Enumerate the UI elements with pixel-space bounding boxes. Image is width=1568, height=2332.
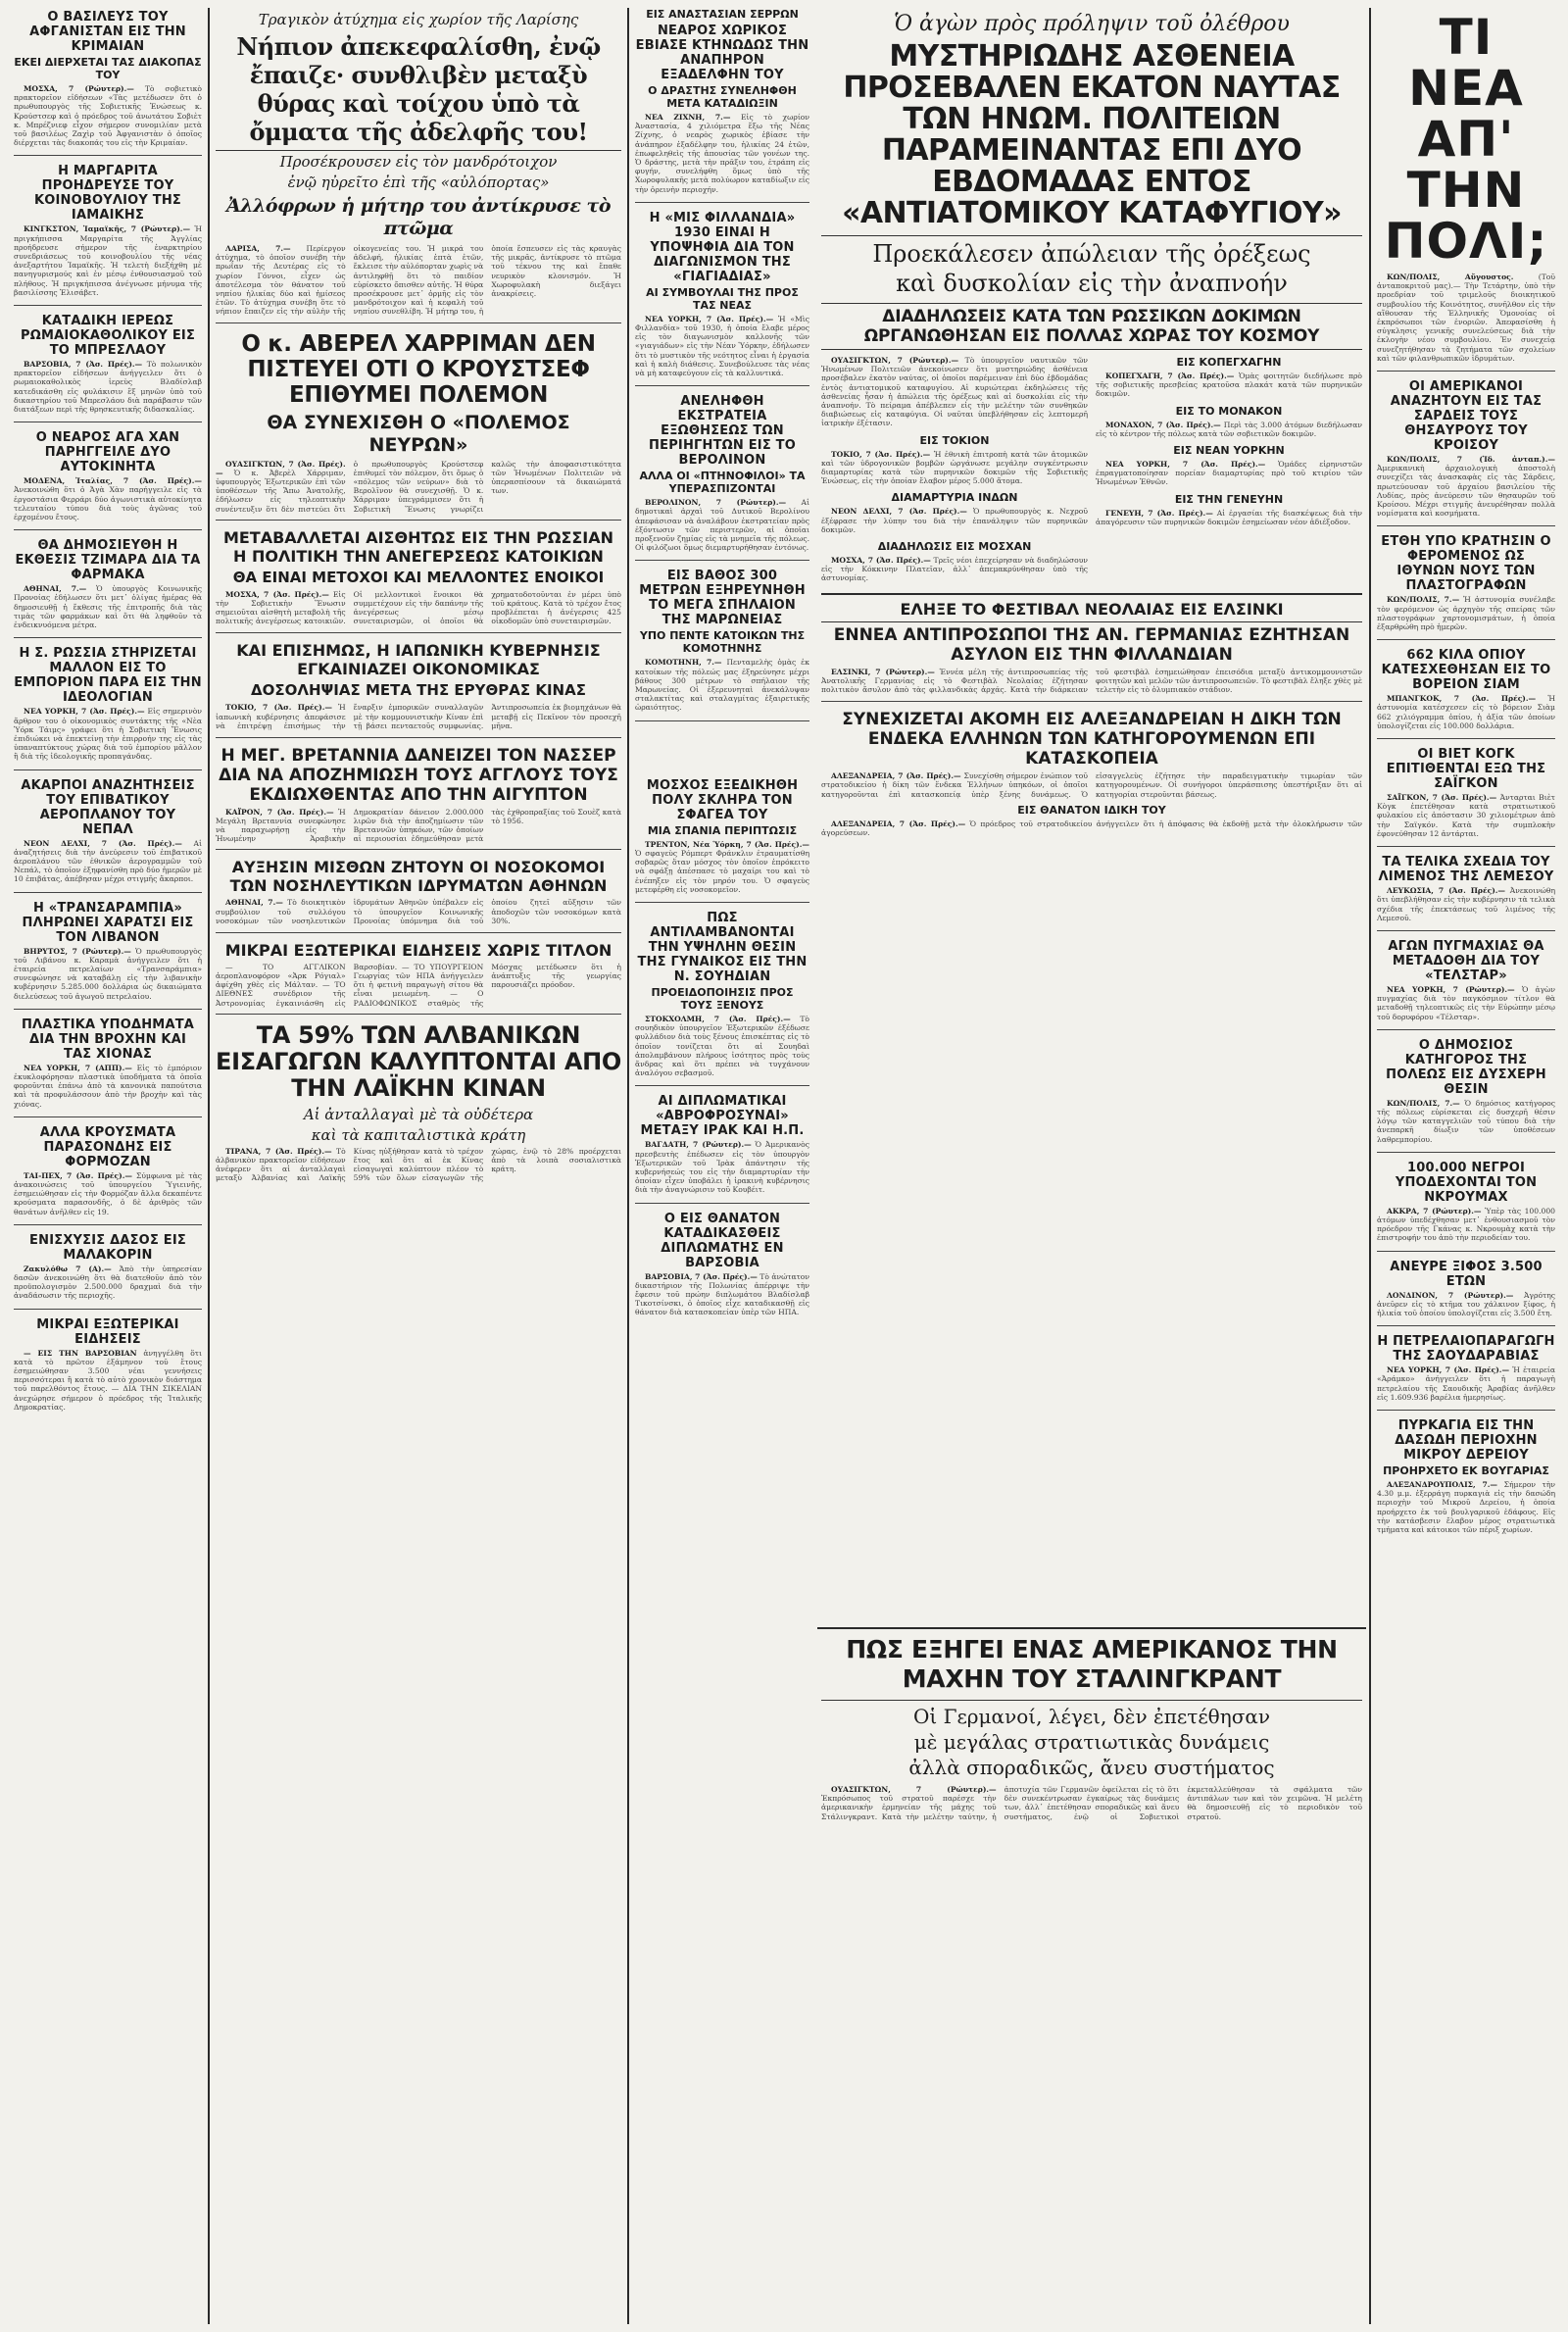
headline: ΕΝΝΕΑ ΑΝΤΙΠΡΟΣΩΠΟΙ ΤΗΣ ΑΝ. ΓΕΡΜΑΝΙΑΣ ΕΖΗΤΗΣΑΝ ΑΣΥΛΟΝ ΕΙΣ ΤΗΝ ΦΙΛΛΑΝΔΙΑΝ bbox=[833, 624, 1350, 665]
headline: Η Σ. ΡΩΣΣΙΑ ΣΤΗΡΙΖΕΤΑΙ ΜΑΛΛΟΝ ΕΙΣ ΤΟ ΕΜΠΟΡΙΟΝ ΠΑΡΑ ΕΙΣ ΤΗΝ ΙΔΕΟΛΟΓΙΑΝ bbox=[14, 646, 202, 706]
headline: 100.000 ΝΕΓΡΟΙ ΥΠΟΔΕΧΟΝΤΑΙ ΤΟΝ ΝΚΡΟΥΜΑΧ bbox=[1395, 1160, 1538, 1205]
article-alexandria bbox=[821, 710, 1362, 845]
headline-kicker: Ὁ ἀγὼν πρὸς πρόληψιν τοῦ ὀλέθρου bbox=[894, 12, 1290, 36]
headline: Ο ΝΕΑΡΟΣ ΑΓΑ ΧΑΝ ΠΑΡΗΓΓΕΙΛΕ ΔΥΟ ΑΥΤΟΚΙΝΗΤΑ bbox=[35, 430, 180, 475]
article-body: ΝΕΟΝ ΔΕΛΧΙ, 7 (Ἀσ. Πρές).— Αἱ ἀναζητήσεις διὰ τὴν ἀνεύρεσιν τοῦ ἐπιβατικοῦ ἀεροπλάνου τῶν ἐθνικῶν ἀερογραμμῶν τοῦ Νεπάλ, τὸ ὁποῖον ἐξηφανίσθη πρὸ δύο ἡμερῶν μὲ 10 ἐπιβάτας, ἀπέβησαν μέχρι στιγμῆς ἄκαρποι. bbox=[14, 838, 202, 884]
headline-kicker: ΕΙΣ ΑΝΑΣΤΑΣΙΑΝ ΣΕΡΡΩΝ bbox=[646, 8, 799, 21]
headline: ΑΥΞΗΣΙΝ ΜΙΣΘΩΝ ΖΗΤΟΥΝ ΟΙ ΝΟΣΟΚΟΜΟΙ ΤΩΝ ΝΟΣΗΛΕΥΤΙΚΩΝ ΙΔΡΥΜΑΤΩΝ ΑΘΗΝΩΝ bbox=[229, 858, 608, 896]
column-third bbox=[631, 8, 813, 2324]
article-harriman bbox=[216, 331, 621, 521]
subheadline: καὶ τὰ καπιταλιστικὰ κράτη bbox=[311, 1125, 526, 1144]
article-left-3 bbox=[14, 430, 202, 530]
article-moss bbox=[635, 778, 809, 903]
article-left-2 bbox=[14, 314, 202, 422]
headline: ΑΛΛΑ ΚΡΟΥΣΜΑΤΑ ΠΑΡΑΣΟΝΔΗΣ ΕΙΣ ΦΟΡΜΟΖΑΝ bbox=[39, 1124, 176, 1169]
article-body: ΚΙΝΓΚΣΤΟΝ, Ἰαμαϊκῆς, 7 (Ρώυτερ).— Ἡ πριγκήπισσα Μαργαρίτα τῆς Ἀγγλίας προήδρευσε σήμερον τῆς ἐναρκτηρίου συνεδριάσεως τοῦ κοινοβουλίου τῆς νέας ἀνεξαρτήτου Ἰαμαϊκῆς. Ἡ τελετὴ διεξήχθη μὲ πανηγυρισμούς καὶ ἐν μέσῳ ἐνθουσιασμοῦ τοῦ πλήθους. Ἡ πριγκήπισσα ἀνέγνωσε μήνυμα τῆς βασιλίσσης Ἐλισάβετ. bbox=[14, 224, 202, 297]
article-body: ΜΟΣΧΑ, 7 (Ἀσ. Πρές).— Εἰς τὴν Σοβιετικὴν Ἕνωσιν σημειοῦται αἰσθητὴ μεταβολὴ τῆς πολιτικῆς ἀνεγέρσεως κατοικιῶν. Οἱ μελλοντικοὶ ἔνοικοι θὰ συμμετέχουν εἰς τὴν δαπάνην τῆς ἀνεγέρσεως μέσῳ συνεταιρισμῶν, οἱ ὁποῖοι θὰ χρηματοδοτοῦνται ἐν μέρει ὑπὸ τοῦ κράτους. Κατὰ τὸ τρέχον ἔτος προβλέπεται ἡ ἀνέγερσις 425 οἰκοδομῶν ὑπὸ συνεταιρισμῶν. bbox=[216, 589, 621, 626]
article-body: ΟΥΑΣΙΓΚΤΩΝ, 7 (Ρώυτερ).— Τὸ ὑπουργεῖον ναυτικῶν τῶν Ἡνωμένων Πολιτειῶν ἀνεκοίνωσεν ὅτι μυστηριώδης ἀσθένεια προσέβαλεν ἑκατὸν ναύτας, οἱ ὁποῖοι παρέμειναν ἐπὶ δύο ἑβδομάδας ἐντὸς ἀντιατομικοῦ καταφυγίου. Αἱ κυριώτεραι ἐκδηλώσεις τῆς ἀσθενείας ἦσαν ἡ ἀπώλεια τῆς ὀρέξεως καὶ αἱ δυσκολίαι εἰς τὴν ἀναπνοήν. Τὸ πείραμα ἀπέβλεπεν εἰς τὴν μελέτην τῶν συνθηκῶν διαβιώσεως εἰς καταφύγια. Οἱ ναῦται ὑπεβλήθησαν εἰς λεπτομερῆ ἰατρικὴν ἐξέτασιν. bbox=[821, 356, 1088, 428]
article-body: ΛΟΝΔΙΝΟΝ, 7 (Ρώυτερ).— Ἀγρότης ἀνεῦρεν εἰς τὸ κτῆμα του χάλκινον ξίφος, ἡ ἡλικία τοῦ ὁποίου ὑπολογίζεται εἰς 3.500 ἔτη. bbox=[1377, 1290, 1556, 1317]
headline: ΜΙΚΡΑΙ ΕΞΩΤΕΡΙΚΑΙ ΕΙΔΗΣΕΙΣ bbox=[36, 1316, 179, 1347]
center-columns bbox=[821, 356, 1362, 585]
article-polis-intro bbox=[1377, 273, 1555, 372]
headline: 662 ΚΙΛΑ ΟΠΙΟΥ ΚΑΤΕΣΧΕΘΗΣΑΝ ΕΙΣ ΤΟ ΒΟΡΕΙΟΝ ΣΙΑΜ bbox=[1381, 648, 1551, 693]
article-left-1 bbox=[14, 164, 202, 306]
subheadline: ΔΟΣΟΛΗΨΙΑΣ ΜΕΤΑ ΤΗΣ ΕΡΥΘΡΑΣ ΚΙΝΑΣ bbox=[251, 681, 586, 700]
article-body: ΚΩΝ/ΠΟΛΙΣ, 7.— Ὁ δημόσιος κατήγορος τῆς πόλεως εὑρίσκεται εἰς δυσχερῆ θέσιν λόγῳ τῶν καταγγελιῶν τοῦ τύπου διὰ τὴν ἀνεπαρκῆ δίωξιν τῶν ὑποθέσεων λαθρεμπορίου. bbox=[1377, 1098, 1555, 1144]
article-body: ΜΟΣΧΑ, 7 (Ἀσ. Πρές).— Τρεῖς νέοι ἐπεχείρησαν νὰ διαδηλώσουν εἰς τὴν Κόκκινην Πλατεῖαν, ἀλλ᾽ ἀπεμακρύνθησαν ὑπὸ τῆς ἀστυνομίας. bbox=[821, 556, 1088, 583]
section-head: ΕΙΣ ΚΟΠΕΓΧΑΓΗΝ bbox=[1176, 356, 1282, 369]
headline: ΜΕΤΑΒΑΛΛΕΤΑΙ ΑΙΣΘΗΤΩΣ ΕΙΣ ΤΗΝ ΡΩΣΣΙΑΝ Η ΠΟΛΙΤΙΚΗ ΤΗΝ ΑΝΕΓΕΡΣΕΩΣ ΚΑΤΟΙΚΙΩΝ bbox=[222, 527, 614, 566]
article-berlin bbox=[635, 394, 809, 561]
article-body: ΑΛΕΞΑΝΔΡΟΥΠΟΛΙΣ, 7.— Σήμερον τὴν 4.30 μ.μ. ἐξερράγη πυρκαγιὰ εἰς τὴν δασώδη περιοχὴν τοῦ Μικροῦ Δερείου, ἡ ὁποία προήρχετο ἐκ τοῦ βουλγαρικοῦ ἐδάφους. Εἰς τὴν κατάσβεσιν ἔλαβον μέρος στρατιωτικὰ τμήματα καὶ κάτοικοι τῶν πέριξ χωρίων. bbox=[1377, 1479, 1555, 1534]
headline: Η «ΤΡΑΝΣΑΡΑΜΠΙΑ» ΠΛΗΡΩΝΕΙ ΧΑΡΑΤΣΙ ΕΙΣ ΤΟΝ ΛΙΒΑΝΟΝ bbox=[22, 900, 194, 945]
subheadline: ΕΚΕΙ ΔΙΕΡΧΕΤΑΙ ΤΑΣ ΔΙΑΚΟΠΑΣ ΤΟΥ bbox=[14, 56, 202, 81]
article-body: ΚΟΜΟΤΗΝΗ, 7.— Πενταμελὴς ὁμὰς ἐκ κατοίκων τῆς πόλεώς μας ἐξηρεύνησε μέχρι βάθους 300 μέτρων τὸ σπήλαιον τῆς Μαρωνείας. Οἱ ἐξερευνηταὶ ἀνεκάλυψαν σταλακτίτας καὶ σταλαγμίτας ἐξαιρετικῆς ὡραιότητος. bbox=[635, 658, 809, 713]
article-opium bbox=[1377, 648, 1555, 739]
headline: Ο ΔΗΜΟΣΙΟΣ ΚΑΤΗΓΟΡΟΣ ΤΗΣ ΠΟΛΕΩΣ ΕΙΣ ΔΥΣΧΕΡΗ ΘΕΣΙΝ bbox=[1386, 1037, 1546, 1097]
article-forgers bbox=[1377, 534, 1555, 640]
headline: ΤΑ 59% ΤΩΝ ΑΛΒΑΝΙΚΩΝ ΕΙΣΑΓΩΓΩΝ ΚΑΛΥΠΤΟΝΤΑΙ ΑΠΟ ΤΗΝ ΛΑΪΚΗΝ ΚΙΝΑΝ bbox=[216, 1020, 621, 1102]
section-head: ΔΙΑΜΑΡΤΥΡΙΑ ΙΝΔΩΝ bbox=[891, 491, 1018, 505]
article-body: ΛΕΥΚΩΣΙΑ, 7 (Ἀσ. Πρές).— Ἀνεκοινώθη ὅτι ὑπεβλήθησαν εἰς τὴν κυβέρνησιν τὰ τελικὰ σχέδια τῆς ἐπεκτάσεως τοῦ λιμένος τῆς Λεμεσοῦ. bbox=[1377, 886, 1555, 922]
article-body: ΓΕΝΕΥΗ, 7 (Ἀσ. Πρές).— Αἱ ἐργασίαι τῆς διασκέψεως διὰ τὴν ἀπαγόρευσιν τῶν πυρηνικῶν δοκιμῶν ἐσημείωσαν νέον ἀδιέξοδον. bbox=[1096, 508, 1362, 526]
center-block bbox=[817, 8, 1366, 1615]
subheadline: Προσέκρουσεν εἰς τὸν μανδρότοιχον bbox=[216, 150, 621, 171]
headline: ΑΝΕΥΡΕ ΞΙΦΟΣ 3.500 ΕΤΩΝ bbox=[1390, 1259, 1543, 1289]
article-body: ΣΑΪΓΚΟΝ, 7 (Ἀσ. Πρές).— Ἀνταρται Βιὲτ Κὸγκ ἐπετέθησαν κατὰ στρατιωτικοῦ φυλακίου εἰς ἀπόστασιν 30 χιλιομέτρων ἀπὸ τὴν Σαϊγκόν. Κατὰ τὴν συμπλοκὴν ἐφονεύθησαν 12 ἀντάρται. bbox=[1377, 793, 1555, 838]
section-head: ΕΙΣ ΝΕΑΝ ΥΟΡΚΗΝ bbox=[1173, 444, 1285, 458]
main-headline: ΜΥΣΤΗΡΙΩΔΗΣ ΑΣΘΕΝΕΙΑ ΠΡΟΣΕΒΑΛΕΝ ΕΚΑΤΟΝ ΝΑΥΤΑΣ ΤΩΝ ΗΝΩΜ. ΠΟΛΙΤΕΙΩΝ ΠΑΡΑΜΕΙΝΑΝΤΑΣ ΕΠΙ ΔΥΟ ΕΒΔΟΜΑΔΑΣ ΕΝΤΟΣ «ΑΝΤΙΑΤΟΜΙΚΟΥ ΚΑΤΑΦΥΓΙΟΥ» bbox=[842, 39, 1342, 230]
article-body: ΤΑΙ-ΠΕΧ, 7 (Ἀσ. Πρές).— Σύμφωνα μὲ τὰς ἀνακοινώσεις τοῦ ὑπουργείου Ὑγιεινῆς, ἐσημειώθησαν εἰς τὴν Φορμόζαν ἄλλα δεκαπέντε κρούσματα παρασονδῆς, ὁ δὲ ἀριθμὸς τῶν θανάτων ἀνῆλθεν εἰς 19. bbox=[14, 1170, 202, 1216]
subheadline: ΑΙ ΣΥΜΒΟΥΛΑΙ ΤΗΣ ΠΡΟΣ ΤΑΣ ΝΕΑΣ bbox=[646, 285, 799, 312]
headline: ΠΩΣ ΑΝΤΙΛΑΜΒΑΝΟΝΤΑΙ ΤΗΝ ΥΨΗΛΗΝ ΘΕΣΙΝ ΤΗΣ ΓΥΝΑΙΚΟΣ ΕΙΣ ΤΗΝ Ν. ΣΟΥΗΔΙΑΝ bbox=[637, 910, 808, 984]
article-body: ΤΟΚΙΟ, 7 (Ἀσ. Πρές).— Ἡ ἰαπωνικὴ κυβέρνησις ἀπεφάσισε νὰ ἐπιτρέψῃ ἐπισήμως τὴν ἔναρξιν ἐμπορικῶν συναλλαγῶν μὲ τὴν κομμουνιστικὴν Κίναν ἐπὶ τῇ βάσει πενταετοῦς συμφωνίας. Ἀντιπροσωπεία ἐκ βιομηχάνων θὰ μεταβῇ εἰς Πεκῖνον τὸν προσεχῆ μῆνα. bbox=[216, 703, 621, 730]
headline: ΠΥΡΚΑΓΙΑ ΕΙΣ ΤΗΝ ΔΑΣΩΔΗ ΠΕΡΙΟΧΗΝ ΜΙΚΡΟΥ ΔΕΡΕΙΟΥ bbox=[1395, 1417, 1538, 1463]
headline: ΜΙΚΡΑΙ ΕΞΩΤΕΡΙΚΑΙ ΕΙΔΗΣΕΙΣ ΧΩΡΙΣ ΤΙΤΛΟΝ bbox=[224, 940, 612, 960]
article-body: ΕΛΣΙΝΚΙ, 7 (Ρώυτερ).— Ἐννέα μέλη τῆς ἀντιπροσωπείας τῆς Ἀνατολικῆς Γερμανίας εἰς τὸ Φεστιβὰλ Νεολαίας ἐζήτησαν πολιτικὸν ἄσυλον ἀπὸ τὰς φιλλανδικὰς ἀρχάς. Κατὰ τὴν διάρκειαν τοῦ φεστιβὰλ ἐσημειώθησαν ἐπεισόδια μεταξὺ ἀντικομμουνιστῶν φοιτητῶν καὶ μελῶν τῶν ἀντιπροσωπειῶν. Τὸ φεστιβὰλ ἔληξε χθὲς μὲ τελετὴν εἰς τὸ ὀλυμπιακὸν στάδιον. bbox=[821, 667, 1362, 695]
subheadline: ΠΡΟΕΙΔΟΠΟΙΗΣΙΣ ΠΡΟΣ ΤΟΥΣ ΞΕΝΟΥΣ bbox=[651, 985, 794, 1012]
article-sword bbox=[1377, 1260, 1555, 1327]
article-left-11 bbox=[14, 1317, 202, 1419]
article-left-8 bbox=[14, 1017, 202, 1117]
headline: Ο ΕΙΣ ΘΑΝΑΤΟΝ ΚΑΤΑΔΙΚΑΣΘΕΙΣ ΔΙΠΛΩΜΑΤΗΣ ΕΝ ΒΑΡΣΟΒΙΑ bbox=[661, 1211, 784, 1270]
article-body: ΚΑΪΡΟΝ, 7 (Ἀσ. Πρές).— Ἡ Μεγάλη Βρεταννία συνεφώνησε νὰ παραχωρήσῃ εἰς τὴν Ἡνωμένην Ἀραβικὴν Δημοκρατίαν δάνειον 2.000.000 λιρῶν διὰ τὴν ἀποζημίωσιν τῶν Βρεταννῶν ὑπηκόων, τῶν ὁποίων αἱ περιουσίαι ἐδημεύθησαν μετὰ τὰς ἐχθροπραξίας τοῦ Σουὲζ κατὰ τὸ 1956. bbox=[216, 807, 621, 844]
headline-kicker: Τραγικὸν ἀτύχημα εἰς χωρίον τῆς Λαρίσης bbox=[258, 11, 579, 28]
subheadline: Ἀλλόφρων ἡ μήτηρ του ἀντίκρυσε τὸ πτῶμα bbox=[226, 195, 611, 239]
article-body: ΛΑΡΙΣΑ, 7.— Περίεργον ἀτύχημα, τὸ ὁποῖον συνέβη τὴν πρωΐαν τῆς Δευτέρας εἰς τὸ χωρίον Γόννοι, εἶχεν ὡς ἀποτέλεσμα τὸν θάνατον τοῦ νηπίου ἡλικίας δύο καὶ ἡμίσεος ἐτῶν. Τὸ ἀτύχημα συνέβη ὅτε τὸ νήπιον ἔπαιζεν εἰς τὴν αὐλὴν τῆς οἰκογενείας του. Ἡ μικρά του ἀδελφή, ἡλικίας ἑπτὰ ἐτῶν, ἔκλεισε τὴν αὐλόπορταν χωρὶς νὰ ἀντιληφθῇ ὅτι τὸ παιδίον εὑρίσκετο ὄπισθεν αὐτῆς. Ἡ θύρα προσέκρουσε μετ᾽ ὁρμῆς εἰς τὸν μανδρότοιχον καὶ ἡ κεφαλὴ τοῦ νηπίου συνεθλίβη. Ἡ μήτηρ του, ἡ ὁποία ἔσπευσεν εἰς τὰς κραυγὰς τῆς μικρᾶς, ἀντίκρυσε τὸ πτῶμα τοῦ τέκνου της καὶ ἔπαθε νευρικὸν κλονισμόν. Ἡ Χωροφυλακὴ διεξάγει ἀνακρίσεις. bbox=[216, 244, 621, 317]
article-housing bbox=[216, 528, 621, 633]
article-left-9 bbox=[14, 1125, 202, 1225]
subheadline: μὲ μεγάλας στρατιωτικὰς δυνάμεις bbox=[913, 1730, 1270, 1754]
article-body: ΝΕΑ ΥΟΡΚΗ, 7 (Ἀσ. Πρές).— Ὁμάδες εἰρηνιστῶν ἐπραγματοποίησαν πορείαν διαμαρτυρίας πρὸ τοῦ κτιρίου τῶν Ἡνωμένων Ἐθνῶν. bbox=[1096, 460, 1362, 487]
headline: ΜΟΣΧΟΣ ΕΞΕΔΙΚΗΘΗ ΠΟΛΥ ΣΚΛΗΡΑ ΤΟΝ ΣΦΑΓΕΑ ΤΟΥ bbox=[646, 777, 799, 822]
headline: Η ΠΕΤΡΕΛΑΙΟΠΑΡΑΓΩΓΗ ΤΗΣ ΣΑΟΥΔΑΡΑΒΙΑΣ bbox=[1377, 1334, 1555, 1364]
headline: Νήπιον ἀπεκεφαλίσθη, ἐνῷ ἔπαιζε· συνθλιβὲν μεταξὺ θύρας καὶ τοίχου ὑπὸ τὰ ὄμματα τῆς ἀδελφῆς του! bbox=[236, 32, 601, 146]
headline: ΟΙ ΑΜΕΡΙΚΑΝΟΙ ΑΝΑΖΗΤΟΥΝ ΕΙΣ ΤΑΣ ΣΑΡΔΕΙΣ ΤΟΥΣ ΘΗΣΑΥΡΟΥΣ ΤΟΥ ΚΡΟΙΣΟΥ bbox=[1390, 379, 1543, 454]
article-body: ΜΟΝΑΧΟΝ, 7 (Ἀσ. Πρές).— Περὶ τὰς 3.000 ἀτόμων διεδήλωσαν εἰς τὸ κέντρον τῆς πόλεως κατὰ τῶν σοβιετικῶν δοκιμῶν. bbox=[1096, 420, 1362, 438]
article-nurses bbox=[216, 858, 621, 932]
article-body: ΚΩΝ/ΠΟΛΙΣ, Αὔγουστος. (Τοῦ ἀνταποκριτοῦ μας).— Τὴν Τετάρτην, ὑπὸ τὴν προεδρίαν τοῦ τριμελοῦς διοικητικοῦ συμβουλίου τῆς Κοινότητος, συνῆλθον εἰς τὴν αἴθουσαν τῆς Ἑλληνικῆς Ὁμονοίας οἱ ἐκπρόσωποι τῶν ἐνοριῶν. Ἀπεφασίσθη ἡ σύγκλησις γενικῆς συνελεύσεως διὰ τὴν ἐκλογὴν νέου συμβουλίου. Ἐν συνεχείᾳ συνεζητήθησαν τὰ ζητήματα τῶν σχολείων καὶ τῶν φιλανθρωπικῶν ἱδρυμάτων. bbox=[1377, 273, 1555, 363]
article-finland bbox=[635, 211, 809, 386]
article-mikrai bbox=[216, 941, 621, 1015]
section-head: ΔΙΑΔΗΛΩΣΙΣ ΕΙΣ ΜΟΣΧΑΝ bbox=[877, 540, 1032, 554]
article-komotini bbox=[635, 569, 809, 720]
article-vietcong bbox=[1377, 747, 1555, 847]
article-body: — ΤΟ ΑΓΓΛΙΚΟΝ ἀεροπλανοφόρον «Ἀρκ Ρόγιαλ» ἀφίχθη χθὲς εἰς Μάλταν. — ΤΟ ΔΙΕΘΝΕΣ συνέδριον τῆς Ἀστρονομίας ἐγκαινιάσθη εἰς Βαρσοβίαν. — ΤΟ ΥΠΟΥΡΓΕΙΟΝ Γεωργίας τῶν ΗΠΑ ἀνήγγειλεν ὅτι ἡ φετινὴ παραγωγὴ σίτου θὰ εἶναι μειωμένη. — Ο ΡΑΔΙΟΦΩΝΙΚΟΣ σταθμὸς τῆς Μόσχας μετέδωσεν ὅτι ἡ ἀνάπτυξις τῆς γεωργίας παρουσιάζει πρόοδον. bbox=[216, 962, 621, 1008]
article-body: ΜΟΣΧΑ, 7 (Ρώυτερ).— Τὸ σοβιετικὸ πρακτορεῖον εἰδήσεων «Τὰς μετέδωσεν ὅτι ὁ πρωθυπουργὸς τῆς Σοβιετικῆς Ἑνώσεως κ. Κρούστσεφ καὶ ὁ πρόεδρος τοῦ ἀνωτάτου Σοβιὲτ κ. Μπρέζνιεφ εἶχον σήμερον συνομιλίαν μετὰ τοῦ βασιλέως Ζαχὶρ τοῦ Ἀφγανιστὰν ὁ ὁποῖος διέρχεται τὰς διακοπάς του εἰς τὴν Κριμαίαν. bbox=[14, 84, 202, 148]
article-body: ΤΙΡΑΝΑ, 7 (Ἀσ. Πρές).— Τὸ ἀλβανικὸν πρακτορεῖον εἰδήσεων ἀνέφερεν ὅτι αἱ ἀνταλλαγαὶ μεταξὺ Ἀλβανίας καὶ Λαϊκῆς Κίνας ηὐξήθησαν κατὰ τὸ τρέχον ἔτος καὶ ὅτι αἱ ἐκ Κίνας εἰσαγωγαὶ καλύπτουν πλέον τὸ 59% τῶν ὅλων εἰσαγωγῶν τῆς χώρας, ἐνῷ τὸ 28% προέρχεται ἀπὸ τὰ λοιπὰ σοσιαλιστικὰ κράτη. bbox=[216, 1146, 621, 1183]
subheadline: Οἱ Γερμανοί, λέγει, δὲν ἐπετέθησαν bbox=[821, 1700, 1362, 1728]
article-body: ΑΛΕΞΑΝΔΡΕΙΑ, 7 (Ἀσ. Πρές).— Συνεχίσθη σήμερον ἐνώπιον τοῦ στρατοδικείου ἡ δίκη τῶν ἕνδεκα Ἑλλήνων ὑπηκόων, οἱ ὁποῖοι κατηγοροῦνται ἐπὶ κατασκοπείᾳ ὑπὲρ ξένης δυνάμεως. Ὁ εἰσαγγελεὺς ἐζήτησε τὴν παραδειγματικὴν τιμωρίαν τῶν κατηγορουμένων. Οἱ συνήγοροι ὑπεράσπισης ὑπεστήριξαν ὅτι αἱ κατηγορίαι στεροῦνται βάσεως. bbox=[821, 771, 1362, 799]
headline: ΤΑ ΤΕΛΙΚΑ ΣΧΕΔΙΑ ΤΟΥ ΛΙΜΕΝΟΣ ΤΗΣ ΛΕΜΕΣΟΥ bbox=[1378, 855, 1554, 885]
article-left-0 bbox=[14, 10, 202, 156]
article-body: ΑΘΗΝΑΙ, 7.— Τὸ διοικητικὸν συμβούλιον τοῦ συλλόγου νοσοκόμων τῶν νοσηλευτικῶν ἱδρυμάτων Ἀθηνῶν ὑπέβαλεν εἰς τὸ ὑπουργεῖον Κοινωνικῆς Προνοίας ὑπόμνημα διὰ τοῦ ὁποίου ζητεῖ αὔξησιν τῶν ἀποδοχῶν τῶν νοσοκόμων κατὰ 30%. bbox=[216, 898, 621, 925]
headline: ΕΝΙΣΧΥΣΙΣ ΔΑΣΟΣ ΕΙΣ ΜΑΛΑΚΟΡΙΝ bbox=[29, 1232, 186, 1263]
headline: ΘΑ ΔΗΜΟΣΙΕΥΘΗ Η ΕΚΘΕΣΙΣ ΤΖΙΜΑΡΑ ΔΙΑ ΤΑ ΦΑΡΜΑΚΑ bbox=[15, 538, 201, 583]
article-warsaw bbox=[635, 1212, 809, 1325]
article-body: ΝΕΑ ΥΟΡΚΗ, 7 (Ἀσ. Πρές).— Ἡ ἑταιρεία «Ἀράμκο» ἀνήγγειλεν ὅτι ἡ παραγωγὴ πετρελαίου τῆς Σαουδικῆς Ἀραβίας ἀνῆλθεν εἰς 1.609.936 βαρέλια ἡμερησίως. bbox=[1377, 1365, 1555, 1402]
article-left-7 bbox=[14, 901, 202, 1010]
subheadline: ΠΡΟΗΡΧΕΤΟ ΕΚ ΒΟΥΓΑΡΙΑΣ bbox=[1383, 1464, 1549, 1477]
article-telstar bbox=[1377, 939, 1555, 1030]
headline: ΑΚΑΡΠΟΙ ΑΝΑΖΗΤΗΣΕΙΣ ΤΟΥ ΕΠΙΒΑΤΙΚΟΥ ΑΕΡΟΠΛΑΝΟΥ ΤΟΥ ΝΕΠΑΛ bbox=[21, 777, 195, 837]
article-body: Ζακυλόθω 7 (Α).— Ἀπὸ τὴν ὑπηρεσίαν δασῶν ἀνεκοινώθη ὅτι θὰ διατεθοῦν ἀπὸ τὸν προϋπολογισμὸν 2.500.000 δραχμαὶ διὰ τὴν ἀναδάσωσιν τῆς περιοχῆς. bbox=[14, 1264, 202, 1301]
article-iraq bbox=[635, 1094, 809, 1203]
section-head: ΕΙΣ ΤΟ ΜΟΝΑΚΟΝ bbox=[1175, 404, 1283, 418]
article-sweden bbox=[635, 911, 809, 1086]
column-second bbox=[212, 8, 625, 2324]
article-serres bbox=[635, 8, 809, 203]
headline: ΠΛΑΣΤΙΚΑ ΥΠΟΔΗΜΑΤΑ ΔΙΑ ΤΗΝ ΒΡΟΧΗΝ ΚΑΙ ΤΑΣ ΧΙΟΝΑΣ bbox=[21, 1017, 195, 1062]
headline: ΟΙ ΒΙΕΤ ΚΟΓΚ ΕΠΙΤΙΘΕΝΤΑΙ ΕΞΩ ΤΗΣ ΣΑΪΓΚΟΝ bbox=[1386, 747, 1546, 792]
article-body: ΜΠΑΝΓΚΟΚ, 7 (Ἀσ. Πρές).— Ἡ ἀστυνομία κατέσχεσεν εἰς τὸ βόρειον Σιὰμ 662 χιλιόγραμμα ὀπίου, ἡ ἀξία τῶν ὁποίων ὑπολογίζεται εἰς 100.000 δολλάρια. bbox=[1377, 694, 1555, 730]
article-body: ΟΥΑΣΙΓΚΤΩΝ, 7 (Ρώυτερ).— Ἐκπρόσωπος τοῦ στρατοῦ παρέσχε τὴν ἀμερικανικὴν ἑρμηνείαν τῆς μάχης τοῦ Στάλινγκραντ. Κατὰ τὴν μελέτην ταύτην, ἡ ἀποτυχία τῶν Γερμανῶν ὀφείλεται εἰς τὸ ὅτι δὲν συνεκέντρωσαν ἐγκαίρως τὰς δυνάμεις των, ἀλλ᾽ ἐπετέθησαν σποραδικῶς καὶ ἄνευ συστήματος, ἐνῷ οἱ Σοβιετικοὶ ἐκμεταλλεύθησαν τὰ σφάλματα τῶν ἀντιπάλων των καὶ τὸν χειμῶνα. Ἡ μελέτη θὰ δημοσιευθῇ εἰς τὸ περιοδικὸν τοῦ στρατοῦ. bbox=[821, 1785, 1362, 1821]
headline: ΑΙ ΔΙΠΛΩΜΑΤΙΚΑΙ «ΑΒΡΟΦΡΟΣΥΝΑΙ» ΜΕΤΑΞΥ ΙΡΑΚ ΚΑΙ Η.Π. bbox=[640, 1094, 805, 1139]
headline: Η «ΜΙΣ ΦΙΛΛΑΝΔΙΑ» 1930 ΕΙΝΑΙ Η ΥΠΟΨΗΦΙΑ ΔΙΑ ΤΟΝ ΔΙΑΓΩΝΙΣΜΟΝ ΤΗΣ «ΓΙΑΓΙΑΔΙΑΣ» bbox=[649, 210, 796, 284]
headline: ΕΤΘΗ ΥΠΟ ΚΡΑΤΗΣΙΝ Ο ΦΕΡΟΜΕΝΟΣ ΩΣ ΙΘΥΝΩΝ ΝΟΥΣ ΤΩΝ ΠΛΑΣΤΟΓΡΑΦΩΝ bbox=[1381, 534, 1551, 594]
column-left bbox=[10, 8, 206, 2324]
headline: Η ΜΕΓ. ΒΡΕΤΑΝΝΙΑ ΔΑΝΕΙΖΕΙ ΤΟΝ ΝΑΣΣΕΡ ΔΙΑ ΝΑ ΑΠΟΖΗΜΙΩΣΗ ΤΟΥΣ ΑΓΓΛΟΥΣ ΤΟΥΣ ΕΚΔΙΩΧΘΕΝΤΑΣ ΑΠΟ ΤΗΝ ΑΙΓΥΠΤΟΝ bbox=[219, 745, 618, 805]
article-japan bbox=[216, 641, 621, 737]
center-col-b bbox=[1096, 356, 1362, 585]
headline: Ο κ. ΑΒΕΡΕΛ ΧΑΡΡΙΜΑΝ ΔΕΝ ΠΙΣΤΕΥΕΙ ΟΤΙ Ο ΚΡΟΥΣΤΣΕΦ ΕΠΙΘΥΜΕΙ ΠΟΛΕΜΟΝ bbox=[241, 330, 596, 408]
article-oil bbox=[1377, 1334, 1555, 1411]
spacer bbox=[635, 729, 809, 776]
column-rule bbox=[627, 8, 629, 2324]
article-body: ΑΛΕΞΑΝΔΡΕΙΑ, 7 (Ἀσ. Πρές).— Ὁ πρόεδρος τοῦ στρατοδικείου ἀνήγγειλεν ὅτι ἡ ἀπόφασις θὰ ἐκδοθῇ μετὰ τὴν ὁλοκλήρωσιν τῶν ἀγορεύσεων. bbox=[821, 819, 1362, 838]
article-body: ΑΘΗΝΑΙ, 7.— Ὁ ὑπουργὸς Κοινωνικῆς Προνοίας ἐδήλωσεν ὅτι μετ᾽ ὀλίγας ἡμέρας θὰ δημοσιευθῇ ἡ ἔκθεσις τῆς ἐπιτροπῆς διὰ τὰς τιμὰς τῶν φαρμάκων καὶ ὅτι θὰ ληφθοῦν τὰ ἐνδεικνυόμενα μέτρα. bbox=[14, 584, 202, 630]
subheadline: ΘΑ ΣΥΝΕΧΙΣΘΗ Ο «ΠΟΛΕΜΟΣ ΝΕΥΡΩΝ» bbox=[267, 411, 570, 456]
article-left-6 bbox=[14, 778, 202, 893]
article-body: ΒΑΓΔΑΤΗ, 7 (Ρώυτερ).— Ὁ Ἀμερικανὸς πρεσβευτὴς ἐπέδωσεν εἰς τὸν ὑπουργὸν Ἐξωτερικῶν τοῦ Ἰρὰκ ἀπάντησιν τῆς κυβερνήσεώς του εἰς τὴν διαμαρτυρίαν τὴν ὁποίαν εἶχεν ὑποβάλει ἡ ἰρακινὴ κυβέρνησις διὰ τὴν ἀναγνώρισιν τοῦ Κουβέιτ. bbox=[635, 1140, 809, 1195]
article-body: ΝΕΑ ΥΟΡΚΗ, 7 (Ρώυτερ).— Ὁ ἀγὼν πυγμαχίας διὰ τὸν παγκόσμιον τίτλον θὰ μεταδοθῇ τηλεοπτικῶς εἰς τὴν Εὐρώπην μέσῳ τοῦ δορυφόρου «Τέλσταρ». bbox=[1377, 984, 1555, 1021]
subheadline: Αἱ ἀνταλλαγαὶ μὲ τὰ οὐδέτερα bbox=[303, 1105, 534, 1123]
article-body: ΤΟΚΙΟ, 7 (Ἀσ. Πρές).— Ἡ ἐθνικὴ ἐπιτροπὴ κατὰ τῶν ἀτομικῶν καὶ τῶν ὑδρογονικῶν βομβῶν ὠργάνωσε μεγάλην συγκέντρωσιν διαμαρτυρίας κατὰ τῶν πυρηνικῶν δοκιμῶν τῆς Σοβιετικῆς Ἑνώσεως, εἰς τὴν ὁποίαν ἔλαβον μέρος 5.000 ἄτομα. bbox=[821, 449, 1088, 486]
article-body: ΝΕΑ ΥΟΡΚΗ, 7 (Ἀσ. Πρές).— Εἰς σημερινὸν ἄρθρον του ὁ οἰκονομικὸς συντάκτης τῆς «Νὲα Ὑόρκ Τάιμς» γράφει ὅτι ἡ Σοβιετικὴ Ἕνωσις ἐπιδιώκει νὰ ἐπεκτείνῃ τὴν ἐπιρροήν της εἰς τὰς ὑπαναπτύκτους χώρας διὰ τοῦ ἐμπορίου μᾶλλον ἢ διὰ τῆς ἰδεολογικῆς προπαγάνδας. bbox=[14, 707, 202, 762]
article-fire bbox=[1377, 1418, 1555, 1542]
article-body: ΝΕΑ ΥΟΡΚΗ, 7 (ΑΠΠ).— Εἰς τὸ ἐμπόριον ἐκυκλοφόρησαν πλαστικὰ ὑποδήματα τὰ ὁποῖα φοροῦνται ἐπάνω ἀπὸ τὰ κανονικὰ παπούτσια καὶ τὰ προφυλάσσουν ἀπὸ τὴν βροχὴν καὶ τὰς χιόνας. bbox=[14, 1063, 202, 1109]
article-kroisos bbox=[1377, 379, 1555, 526]
headline: ΕΛΗΞΕ ΤΟ ΦΕΣΤΙΒΑΛ ΝΕΟΛΑΙΑΣ ΕΙΣ ΕΛΣΙΝΚΙ bbox=[900, 599, 1284, 619]
article-east-germany bbox=[821, 621, 1362, 703]
section-head: ΕΙΣ ΤΟΚΙΟΝ bbox=[919, 433, 990, 447]
subheadline: Προεκάλεσεν ἀπώλειαν τῆς ὀρέξεως bbox=[821, 235, 1362, 268]
article-body: ΒΑΡΣΟΒΙΑ, 7 (Ἀσ. Πρές).— Τὸ ἀνώτατον δικαστήριον τῆς Πολωνίας ἀπέρριψε τὴν ἔφεσιν τοῦ πρώην διπλωμάτου Βλαδίσλαβ Τικοτσίνσκι, ὁ ὁποῖος εἶχε καταδικασθῇ εἰς θάνατον διὰ κατασκοπείαν ὑπὲρ τῶν ΗΠΑ. bbox=[635, 1271, 809, 1317]
article-body: ΑΚΚΡΑ, 7 (Ρώυτερ).— Ὑπὲρ τὰς 100.000 ἀτόμων ὑπεδέχθησαν μετ᾽ ἐνθουσιασμοῦ τὸν πρόεδρον τῆς Γκάνας κ. Νκρουμὰχ κατὰ τὴν ἐπιστροφήν του ἀπὸ τὴν περιοδείαν του. bbox=[1377, 1206, 1555, 1243]
subheadline: ἐνῷ ηὐρεῖτο ἐπὶ τῆς «αὐλόπορτας» bbox=[287, 174, 550, 191]
article-albania bbox=[216, 1022, 621, 1189]
article-left-4 bbox=[14, 538, 202, 638]
headline: ΑΝΕΛΗΦΘΗ ΕΚΣΤΡΑΤΕΙΑ ΕΞΩΘΗΣΕΩΣ ΤΩΝ ΠΕΡΙΗΓΗΤΩΝ ΕΙΣ ΤΟ ΒΕΡΟΛΙΝΟΝ bbox=[649, 394, 796, 469]
headline: Η ΜΑΡΓΑΡΙΤΑ ΠΡΟΗΔΡΕΥΣΕ ΤΟΥ ΚΟΙΝΟΒΟΥΛΙΟΥ ΤΗΣ ΙΑΜΑΙΚΗΣ bbox=[34, 164, 181, 223]
festival-band bbox=[821, 593, 1362, 619]
section-title: ΤΙ ΝΕΑ ΑΠ' ΤΗΝ ΠΟΛΙ; bbox=[1384, 9, 1548, 270]
subheadline: ἀλλὰ σποραδικῶς, ἄνευ συστήματος bbox=[908, 1756, 1275, 1779]
article-left-5 bbox=[14, 646, 202, 769]
column-right bbox=[1373, 8, 1559, 2324]
headline: ΕΙΣ ΒΑΘΟΣ 300 ΜΕΤΡΩΝ ΕΞΗΡΕΥΝΗΘΗ ΤΟ ΜΕΓΑ ΣΠΗΛΑΙΟΝ ΤΗΣ ΜΑΡΩΝΕΙΑΣ bbox=[639, 569, 806, 628]
headline: ΚΑΤΑΔΙΚΗ ΙΕΡΕΩΣ ΡΩΜΑΙΟΚΑΘΟΛΙΚΟΥ ΕΙΣ ΤΟ ΜΠΡΕΣΛΑΟΥ bbox=[20, 314, 196, 359]
article-nkrumah bbox=[1377, 1161, 1555, 1252]
article-body: ΝΕΑ ΖΙΧΝΗ, 7.— Εἰς τὸ χωρίον Ἀναστασία, 4 χιλιόμετρα ἔξω τῆς Νέας Ζίχνης, ὁ νεαρὸς χωρικὸς ἐβίασε τὴν ἀνάπηρον ἐξαδέλφην του, ἡλικίας 24 ἐτῶν, ἐπωφεληθεὶς τῆς ἀπουσίας τῶν γονέων της. Ὁ δράστης, μετὰ τὴν πρᾶξιν του, ἐτράπη εἰς φυγήν, συνελήφθη ὅμως ὑπὸ τῆς Χωροφυλακῆς μετὰ πολύωρον καταδίωξιν εἰς τὴν ὀρεινὴν περιοχήν. bbox=[635, 113, 809, 194]
article-lemesos bbox=[1377, 855, 1555, 931]
article-body: ΒΗΡΥΤΟΣ, 7 (Ρώυτερ).— Ὁ πρωθυπουργὸς τοῦ Λιβάνου κ. Καραμὰ ἀνήγγειλεν ὅτι ἡ ἑταιρεία πετρελαίων «Τρανσαράμπια» συνεφώνησε νὰ καταβάλῃ εἰς τὴν λιβανικὴν κυβέρνησιν 5.285.000 δολλάρια ὡς δικαιώματα διελεύσεως τοῦ ἀγωγοῦ πετρελαίου. bbox=[14, 946, 202, 1001]
article-body: ΝΕΟΝ ΔΕΛΧΙ, 7 (Ἀσ. Πρές).— Ὁ πρωθυπουργὸς κ. Νεχροῦ ἐξέφρασε τὴν λύπην του διὰ τὴν ἐπανάληψιν τῶν πυρηνικῶν δοκιμῶν. bbox=[821, 507, 1088, 534]
subheadline: ΜΙΑ ΣΠΑΝΙΑ ΠΕΡΙΠΤΩΣΙΣ bbox=[647, 823, 798, 837]
article-body: ΝΕΑ ΥΟΡΚΗ, 7 (Ἀσ. Πρές).— Ἡ «Μὶς Φιλλανδία» τοῦ 1930, ἡ ὁποία ἔλαβε μέρος εἰς τὸν διαγωνισμὸν καλλονῆς τῶν «γιαγιάδων» εἰς τὴν Νέαν Ὑόρκην, ἐδήλωσεν ὅτι τὸ μυστικὸν τῆς νεότητος εἶναι ἡ ἐργασία καὶ ἡ καλὴ διάθεσις. Συνεβούλευσε τὰς νέας νὰ μὴ καταφεύγουν εἰς τὰ καλλυντικά. bbox=[635, 314, 809, 378]
headline: ΠΩΣ ΕΞΗΓΕΙ ΕΝΑΣ ΑΜΕΡΙΚΑΝΟΣ ΤΗΝ ΜΑΧΗΝ ΤΟΥ ΣΤΑΛΙΝΓΚΡΑΝΤ bbox=[846, 1635, 1338, 1693]
headline: ΚΑΙ ΕΠΙΣΗΜΩΣ, Η ΙΑΠΩΝΙΚΗ ΚΥΒΕΡΝΗΣΙΣ ΕΓΚΑΙΝΙΑΖΕΙ ΟΙΚΟΝΟΜΙΚΑΣ bbox=[236, 641, 601, 679]
article-body: ΒΕΡΟΛΙΝΟΝ, 7 (Ρώυτερ).— Αἱ δημοτικαὶ ἀρχαὶ τοῦ Δυτικοῦ Βερολίνου ἀπεφάσισαν νὰ ἀναλάβουν ἐκστρατείαν πρὸς ἐξόντωσιν τῶν περιστερῶν, αἱ ὁποῖαι προξενοῦν ζημίας εἰς τὰ μνημεῖα τῆς πόλεως. Οἱ φιλόζωοι ὅμως διεμαρτυρήθησαν ἐντόνως. bbox=[635, 498, 809, 553]
column-rule bbox=[208, 8, 210, 2324]
subheadline: καὶ δυσκολίαν εἰς τὴν ἀναπνοήν bbox=[896, 270, 1288, 297]
subheadline: Ο ΔΡΑΣΤΗΣ ΣΥΝΕΛΗΦΘΗ ΜΕΤΑ ΚΑΤΑΔΙΩΞΙΝ bbox=[648, 84, 797, 110]
article-nasser bbox=[216, 746, 621, 851]
headline: ΑΓΩΝ ΠΥΓΜΑΧΙΑΣ ΘΑ ΜΕΤΑΔΟΘΗ ΔΙΑ ΤΟΥ «ΤΕΛΣΤΑΡ» bbox=[1388, 938, 1544, 983]
headline: Ο ΒΑΣΙΛΕΥΣ ΤΟΥ ΑΦΓΑΝΙΣΤΑΝ ΕΙΣ ΤΗΝ ΚΡΙΜΑΙΑΝ bbox=[29, 10, 186, 54]
section-head: ΕΙΣ ΤΗΝ ΓΕΝΕΥΗΝ bbox=[1174, 492, 1284, 506]
article-larisa bbox=[216, 11, 621, 323]
article-body: ΤΡΕΝΤΟΝ, Νέα Ὑόρκη, 7 (Ἀσ. Πρές).— Ὁ σφαγεὺς Ρόμπερτ Φράνκλιν ἐτραυματίσθη σοβαρῶς ὅταν μόσχος τὸν ὁποῖον ἐπρόκειτο νὰ σφάξῃ ἀπέσπασε τὸ μαχαίρι του καὶ τὸ ἐνέπηξεν εἰς τὸν μηρόν του. Ὁ σφαγεὺς μετεφέρθη εἰς νοσοκομεῖον. bbox=[635, 839, 809, 894]
article-body: ΜΟΔΕΝΑ, Ἰταλίας, 7 (Ἀσ. Πρές).— Ἀνεκοινώθη ὅτι ὁ Ἀγὰ Χὰν παρήγγειλε εἰς τὰ ἐργοστάσια Φερράρι δύο ἀγωνιστικὰ αὐτοκίνητα τελευταίου τύπου διὰ τοὺς ἀγῶνας τοῦ ἐρχομένου ἔτους. bbox=[14, 476, 202, 522]
headline: ΣΥΝΕΧΙΖΕΤΑΙ ΑΚΟΜΗ ΕΙΣ ΑΛΕΞΑΝΔΡΕΙΑΝ Η ΔΙΚΗ ΤΩΝ ΕΝΔΕΚΑ ΕΛΛΗΝΩΝ ΤΩΝ ΚΑΤΗΓΟΡΟΥΜΕΝΩΝ ΕΠΙ ΚΑΤΑΣΚΟΠΕΙΑ bbox=[842, 710, 1342, 769]
article-body: ΟΥΑΣΙΓΚΤΩΝ, 7 (Ἀσ. Πρές).— Ὁ κ. Ἀβερὲλ Χάρριμαν, ὑφυπουργὸς Ἐξωτερικῶν ἐπὶ τῶν ὑποθέσεων τῆς Ἄπω Ἀνατολῆς, ἐδήλωσεν εἰς τηλεοπτικὴν συνέντευξιν ὅτι δὲν πιστεύει ὅτι ὁ πρωθυπουργὸς Κρούστσεφ ἐπιθυμεῖ τὸν πόλεμον, ὅτι ὅμως ὁ «πόλεμος τῶν νεύρων» διὰ τὸ Βερολῖνον θὰ συνεχισθῇ. Ὁ κ. Χάρριμαν ὑπεγράμμισεν ὅτι ἡ Σοβιετικὴ Ἕνωσις γνωρίζει καλῶς τὴν ἀποφασιστικότητα τῶν Ἡνωμένων Πολιτειῶν νὰ ὑπερασπίσουν τὰ δικαιώματά των. bbox=[216, 459, 621, 514]
article-prosecutor bbox=[1377, 1038, 1555, 1153]
article-body: ΚΩΝ/ΠΟΛΙΣ, 7 (Ἰδ. ἀνταπ.).— Ἀμερικανικὴ ἀρχαιολογικὴ ἀποστολὴ συνεχίζει τὰς ἀνασκαφὰς εἰς τὰς Σάρδεις, πρωτεύουσαν τοῦ ἀρχαίου βασιλείου τῆς Λυδίας, πρὸς ἀνεύρεσιν τῶν θησαυρῶν τοῦ Κροίσου. Μέχρι στιγμῆς ἀνευρέθησαν πολλὰ νομίσματα καὶ κοσμήματα. bbox=[1377, 455, 1555, 519]
article-body: — ΕΙΣ ΤΗΝ ΒΑΡΣΟΒΙΑΝ ἀνηγγέλθη ὅτι κατὰ τὸ πρῶτον ἑξάμηνον τοῦ ἔτους ἐσημειώθησαν 3.500 νέαι γεννήσεις περισσότεραι ἢ κατὰ τὸ αὐτὸ χρονικὸν διάστημα τοῦ παρελθόντος ἔτους. — ΔΙΑ ΤΗΝ ΣΙΚΕΛΙΑΝ ἀνεχώρησε σήμερον ὁ πρόεδρος τῆς Ἰταλικῆς Δημοκρατίας. bbox=[14, 1348, 202, 1412]
article-left-10 bbox=[14, 1233, 202, 1310]
article-body: ΚΩΝ/ΠΟΛΙΣ, 7.— Ἡ ἀστυνομία συνέλαβε τὸν φερόμενον ὡς ἀρχηγὸν τῆς σπείρας τῶν πλαστογράφων χαρτονομισμάτων, ἡ ὁποία ἐξαρθρώθη πρὸ ἡμερῶν. bbox=[1377, 595, 1555, 632]
subheadline: ΑΛΛΑ ΟΙ «ΠΤΗΝΟΦΙΛΟΙ» ΤΑ ΥΠΕΡΑΣΠΙΖΟΝΤΑΙ bbox=[639, 470, 806, 496]
article-body: ΚΟΠΕΓΧΑΓΗ, 7 (Ἀσ. Πρές).— Ὁμὰς φοιτητῶν διεδήλωσε πρὸ τῆς σοβιετικῆς πρεσβείας κρατοῦσα πλακάτ κατὰ τῶν πυρηνικῶν δοκιμῶν. bbox=[1096, 372, 1362, 399]
article-body: ΒΑΡΣΟΒΙΑ, 7 (Ἀσ. Πρές).— Τὸ πολωνικὸν πρακτορεῖον εἰδήσεων ἀνήγγειλεν ὅτι ὁ ρωμαιοκαθολικὸς ἱερεὺς Βλαδίσλαβ κατεδικάσθη εἰς φυλάκισιν ἓξ μηνῶν ὑπὸ τοῦ δικαστηρίου τοῦ Μπρεσλάου διὰ παράβασιν τῶν διατάξεων περὶ τῆς θρησκευτικῆς διδασκαλίας. bbox=[14, 360, 202, 415]
center-col-a bbox=[821, 356, 1088, 585]
subheadline: ΥΠΟ ΠΕΝΤΕ ΚΑΤΟΙΚΩΝ ΤΗΣ ΚΟΜΟΤΗΝΗΣ bbox=[639, 629, 806, 656]
stalingrad-block bbox=[817, 1627, 1366, 2323]
headline: ΝΕΑΡΟΣ ΧΩΡΙΚΟΣ ΕΒΙΑΣΕ ΚΤΗΝΩΔΩΣ ΤΗΝ ΑΝΑΠΗΡΟΝ ΕΞΑΔΕΛΦΗΝ ΤΟΥ bbox=[635, 24, 809, 82]
subheadline: ΘΑ ΕΙΝΑΙ ΜΕΤΟΧΟΙ ΚΑΙ ΜΕΛΛΟΝΤΕΣ ΕΝΟΙΚΟΙ bbox=[232, 568, 605, 586]
band-headline: ΔΙΑΔΗΛΩΣΕΙΣ ΚΑΤΑ ΤΩΝ ΡΩΣΣΙΚΩΝ ΔΟΚΙΜΩΝ ΩΡΓΑΝΩΘΗΣΑΝ ΕΙΣ ΠΟΛΛΑΣ ΧΩΡΑΣ ΤΟΥ ΚΟΣΜΟΥ bbox=[821, 303, 1362, 350]
article-body: ΣΤΟΚΧΟΛΜΗ, 7 (Ἀσ. Πρές).— Τὸ σουηδικὸν ὑπουργεῖον Ἐξωτερικῶν ἐξέδωσε φυλλάδιον διὰ τοὺς ξένους ἐπισκέπτας εἰς τὸ ὁποῖον τονίζεται ὅτι αἱ Σουηδαὶ ἀπολαμβάνουν πλήρους ἰσότητος πρὸς τοὺς ἄνδρας καὶ ὅτι πρέπει νὰ τυγχάνουν ἀναλόγου σεβασμοῦ. bbox=[635, 1014, 809, 1078]
column-rule bbox=[1369, 8, 1371, 2324]
section-head: ΕΙΣ ΘΑΝΑΤΟΝ ΙΔΙΚΗ ΤΟΥ bbox=[1017, 803, 1166, 817]
